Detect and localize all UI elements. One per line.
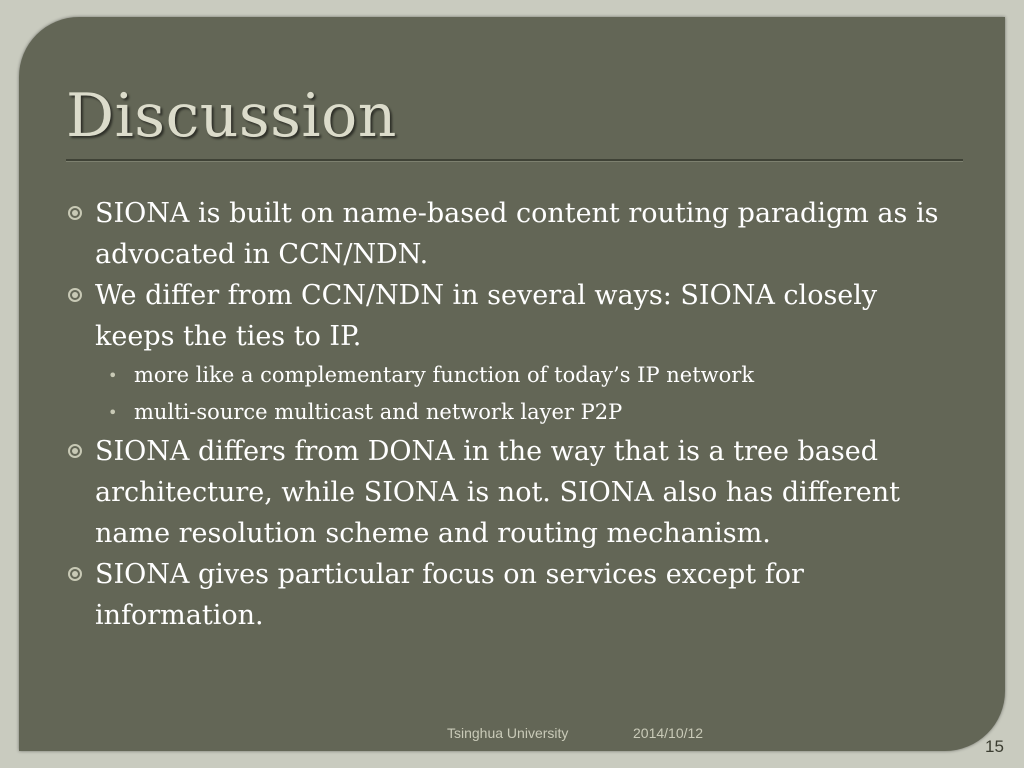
sub-bullet-item	[62, 357, 962, 394]
footer-date: 2014/10/12	[633, 725, 704, 741]
page-number: 15	[985, 737, 1004, 756]
title-divider	[66, 159, 963, 162]
sub-bullet-text: multi-source multicast and network layer P2P	[134, 400, 623, 424]
sub-bullet-group	[62, 357, 962, 431]
sub-bullet-item	[62, 394, 962, 431]
bullet-text: We differ from CCN/NDN in several ways: SIONA closely keeps the ties to IP.	[95, 280, 878, 352]
bullet-item	[62, 275, 962, 357]
circled-dot-icon	[68, 444, 82, 458]
bullet-item	[62, 554, 962, 636]
slide-title: Discussion	[66, 81, 397, 151]
bullet-item	[62, 431, 962, 554]
dot-icon: •	[108, 403, 118, 422]
circled-dot-icon	[68, 206, 82, 220]
bullet-text: SIONA differs from DONA in the way that is a tree based architecture, while SIONA is not. SIONA also has different name resolution scheme and routing mechanism.	[95, 436, 901, 549]
dot-icon: •	[108, 366, 118, 385]
bullet-text: SIONA gives particular focus on services except for information.	[95, 559, 804, 631]
sub-bullet-list	[62, 357, 962, 431]
sub-bullet-text: more like a complementary function of today’s IP network	[134, 363, 755, 387]
circled-dot-icon	[68, 288, 82, 302]
bullet-text: SIONA is built on name-based content routing paradigm as is advocated in CCN/NDN.	[95, 198, 939, 270]
bullet-list	[62, 193, 962, 636]
circled-dot-icon	[68, 567, 82, 581]
footer-organization: Tsinghua University	[447, 725, 569, 741]
bullet-item	[62, 193, 962, 275]
